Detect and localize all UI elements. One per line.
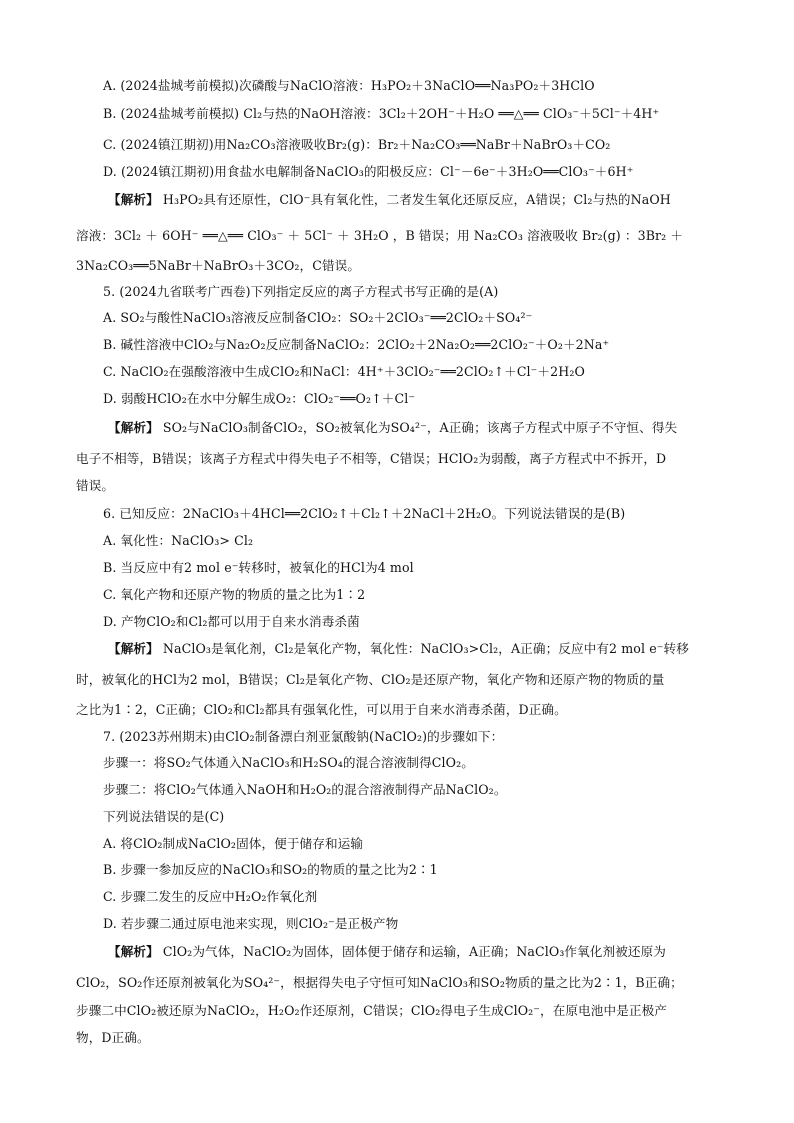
q5-stem: 5. (2024九省联考广西卷)下列指定反应的离子方程式书写正确的是(A) (103, 284, 499, 299)
q5-analysis-text: SO₂与NaClO₃制备ClO₂，SO₂被氧化为SO₄²⁻，A正确；该离子方程式中原子不守恒、得失 (158, 420, 678, 435)
q5-analysis-line-1 (108, 420, 677, 436)
q6-stem: 6. 已知反应：2NaClO₃＋4HCl══2ClO₂↑＋Cl₂↑＋2NaCl＋2H₂O。下列说法错误的是(B) (103, 506, 626, 521)
q4-analysis-line-1 (108, 192, 671, 208)
q4-option-b: B. (2024盐城考前模拟) Cl₂与热的NaOH溶液：3Cl₂＋2OH⁻＋H₂O ══△══ ClO₃⁻＋5Cl⁻＋4H⁺ (103, 106, 660, 121)
q6-analysis-line-1 (108, 641, 689, 657)
q7-analysis-line-4: 物，D正确。 (76, 1030, 150, 1045)
q6-option-d: D. 产物ClO₂和Cl₂都可以用于自来水消毒杀菌 (103, 614, 360, 629)
q7-analysis-line-3: 步骤二中ClO₂被还原为NaClO₂，H₂O₂作还原剂，C错误；ClO₂得电子生成ClO₂⁻，在原电池中是正极产 (76, 1003, 667, 1018)
q4-analysis-text: H₃PO₂具有还原性，ClO⁻具有氧化性，二者发生氧化还原反应，A错误；Cl₂与热的NaOH (158, 192, 671, 207)
analysis-tag: 【解析】 (108, 944, 159, 959)
analysis-tag: 【解析】 (108, 192, 159, 207)
q5-option-d: D. 弱酸HClO₂在水中分解生成O₂：ClO₂⁻══O₂↑＋Cl⁻ (103, 391, 416, 406)
q7-option-c: C. 步骤二发生的反应中H₂O₂作氧化剂 (103, 889, 318, 904)
analysis-tag: 【解析】 (108, 420, 159, 435)
q4-analysis-line-2: 溶液：3Cl₂ ＋ 6OH⁻ ══△══ ClO₃⁻ ＋ 5Cl⁻ ＋ 3H₂O ，B 错误；用 Na₂CO₃ 溶液吸收 Br₂(g) ：3Br₂ ＋ (76, 228, 684, 243)
q7-analysis-line-2: ClO₂，SO₂作还原剂被氧化为SO₄²⁻，根据得失电子守恒可知NaClO₃和SO₂物质的量之比为2∶1，B正确； (76, 975, 683, 990)
q7-option-d: D. 若步骤二通过原电池来实现，则ClO₂⁻是正极产物 (103, 916, 399, 931)
q5-option-c: C. NaClO₂在强酸溶液中生成ClO₂和NaCl：4H⁺＋3ClO₂⁻══2ClO₂↑＋Cl⁻＋2H₂O (103, 364, 585, 379)
q6-option-c: C. 氧化产物和还原产物的物质的量之比为1∶2 (103, 587, 366, 602)
q4-analysis-line-3: 3Na₂CO₃══5NaBr＋NaBrO₃＋3CO₂，C错误。 (76, 258, 361, 273)
q7-step-2: 步骤二：将ClO₂气体通入NaOH和H₂O₂的混合溶液制得产品NaClO₂。 (103, 782, 507, 797)
q7-option-b: B. 步骤一参加反应的NaClO₃和SO₂的物质的量之比为2∶1 (103, 862, 438, 877)
q5-option-b: B. 碱性溶液中ClO₂与Na₂O₂反应制备NaClO₂：2ClO₂＋2Na₂O₂══2ClO₂⁻＋O₂＋2Na⁺ (103, 337, 610, 352)
q6-option-b: B. 当反应中有2 mol e⁻转移时，被氧化的HCl为4 mol (103, 560, 414, 575)
q6-analysis-line-3: 之比为1∶2，C正确；ClO₂和Cl₂都具有强氧化性，可以用于自来水消毒杀菌，D正确。 (76, 702, 567, 717)
q5-analysis-line-2: 电子不相等，B错误；该离子方程式中得失电子不相等，C错误；HClO₂为弱酸，离子方程式中不拆开，D (76, 451, 667, 466)
q7-analysis-text: ClO₂为气体，NaClO₂为固体，固体便于储存和运输，A正确；NaClO₃作氧化剂被还原为 (158, 944, 666, 959)
q6-option-a: A. 氧化性：NaClO₃> Cl₂ (103, 533, 254, 548)
q7-step-1: 步骤一：将SO₂气体通入NaClO₃和H₂SO₄的混合溶液制得ClO₂。 (103, 755, 474, 770)
q6-analysis-text: NaClO₃是氧化剂，Cl₂是氧化产物，氧化性：NaClO₃>Cl₂，A正确；反应中有2 mol e⁻转移 (158, 641, 689, 656)
q4-option-d: D. (2024镇江期初)用食盐水电解制备NaClO₃的阳极反应：Cl⁻－6e⁻＋3H₂O══ClO₃⁻＋6H⁺ (103, 164, 634, 179)
q5-option-a: A. SO₂与酸性NaClO₃溶液反应制备ClO₂：SO₂＋2ClO₃⁻══2ClO₂＋SO₄²⁻ (103, 310, 533, 325)
analysis-tag: 【解析】 (108, 641, 159, 656)
q4-option-c: C. (2024镇江期初)用Na₂CO₃溶液吸收Br₂(g)：Br₂＋Na₂CO₃══NaBr＋NaBrO₃＋CO₂ (103, 137, 611, 152)
q6-analysis-line-2: 时，被氧化的HCl为2 mol，B错误；Cl₂是氧化产物、ClO₂是还原产物，氧化产物和还原产物的物质的量 (76, 672, 665, 687)
q5-analysis-line-3: 错误。 (76, 478, 115, 493)
q4-option-a: A. (2024盐城考前模拟)次磷酸与NaClO溶液：H₃PO₂＋3NaClO══Na₃PO₂＋3HClO (103, 78, 595, 93)
q7-analysis-line-1 (108, 944, 666, 960)
q7-stem: 7. (2023苏州期末)由ClO₂制备漂白剂亚氯酸钠(NaClO₂)的步骤如下： (103, 729, 504, 744)
q7-question: 下列说法错误的是(C) (103, 809, 225, 824)
q7-option-a: A. 将ClO₂制成NaClO₂固体，便于储存和运输 (103, 836, 364, 851)
